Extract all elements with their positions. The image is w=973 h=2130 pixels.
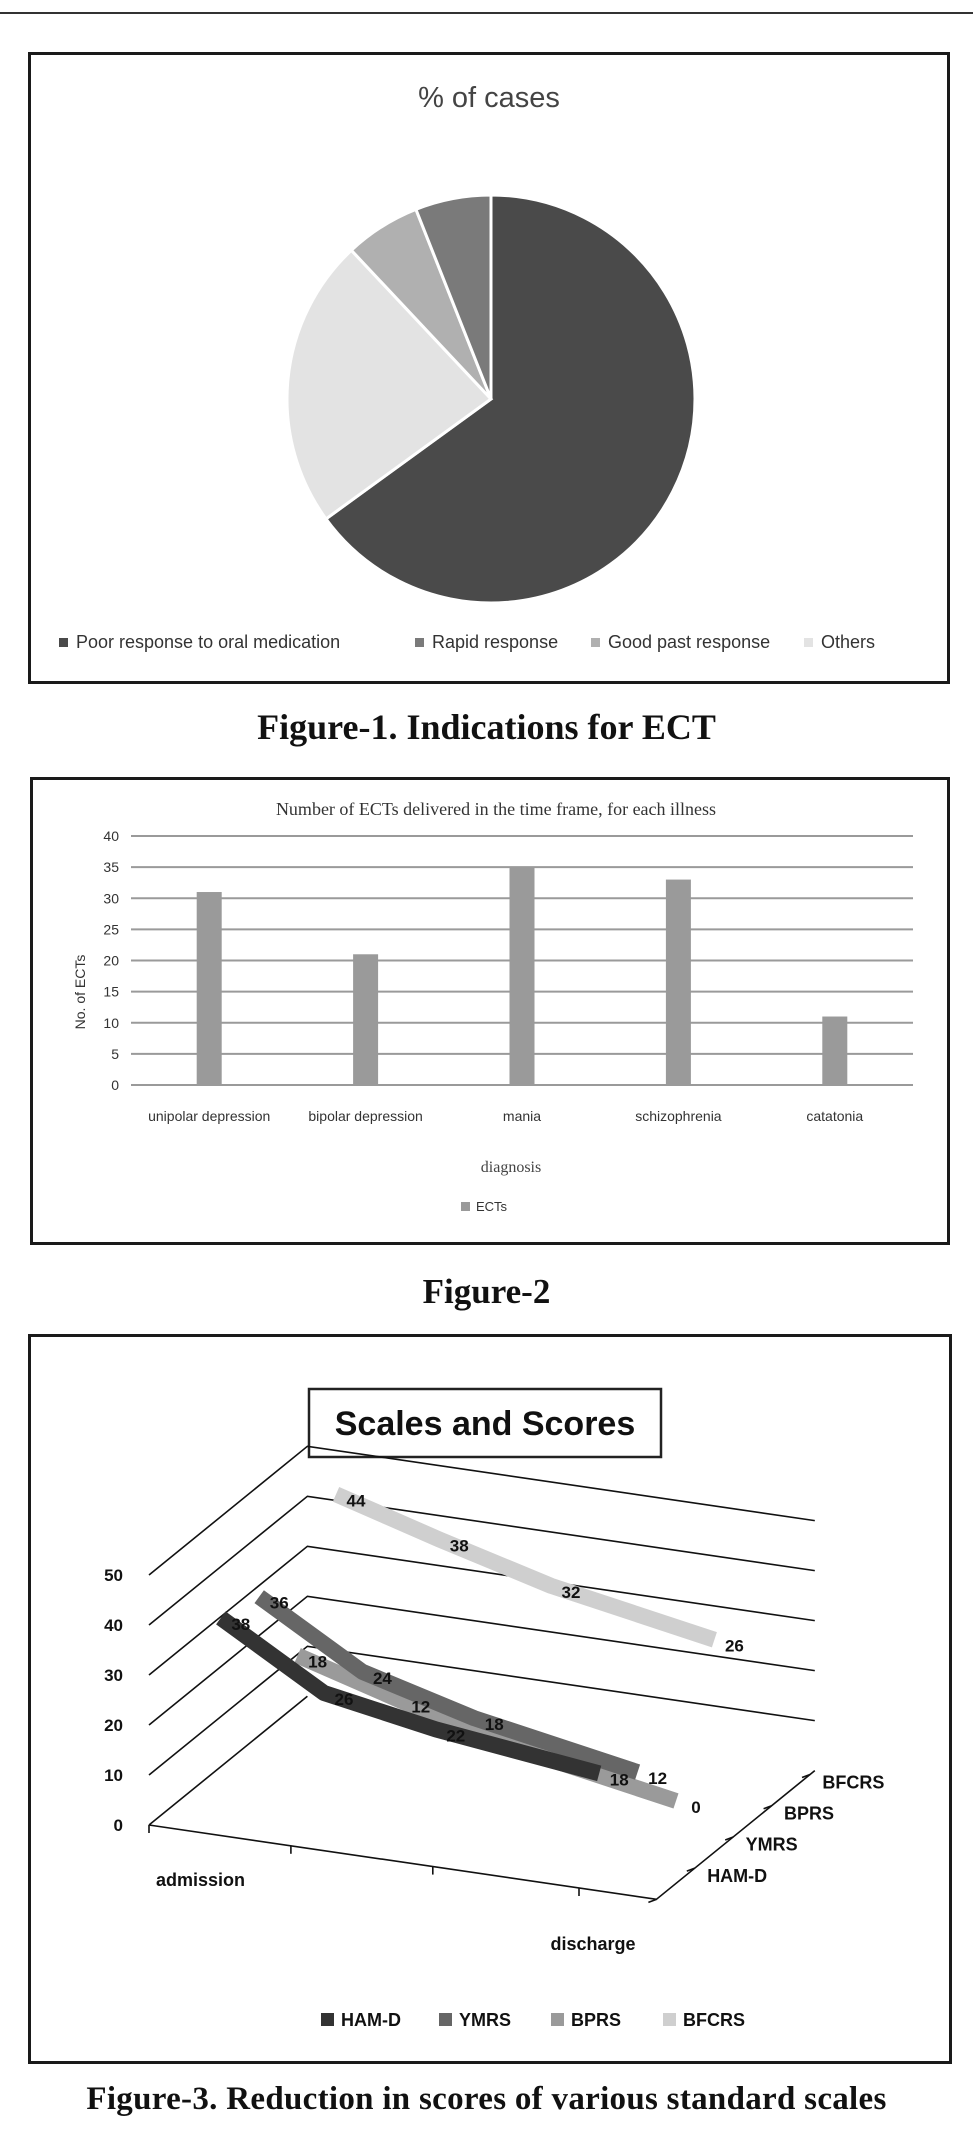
l3d-depth-label: BPRS [784, 1803, 835, 1824]
l3d-data-label: 22 [446, 1726, 466, 1746]
l3d-depth-label: HAM-D [707, 1865, 768, 1886]
l3d-ytick-label: 50 [104, 1566, 123, 1585]
line-chart-title: Scales and Scores [334, 1405, 636, 1443]
pie-legend-swatch [804, 638, 813, 647]
bar-ylabel: No. of ECTs [72, 954, 88, 1030]
bar-xlabel: diagnosis [480, 1159, 542, 1176]
top-rule [0, 12, 973, 14]
bar [822, 1017, 847, 1085]
l3d-legend-label: YMRS [459, 2010, 512, 2030]
bar-ytick-label: 10 [103, 1014, 119, 1031]
l3d-data-label: 0 [691, 1797, 701, 1817]
bar-xtick-label: schizophrenia [635, 1108, 722, 1124]
pie-title: % of cases [418, 82, 560, 114]
bar-ytick-label: 15 [103, 983, 119, 1000]
l3d-ytick-label: 40 [104, 1616, 123, 1635]
l3d-xcat-label: admission [155, 1870, 246, 1891]
l3d-data-label: 32 [561, 1582, 581, 1602]
pie-legend-swatch [59, 638, 68, 647]
bar-ytick-label: 0 [111, 1077, 119, 1093]
figure-1-caption: Figure-1. Indications for ECT [257, 707, 716, 747]
l3d-data-label: 38 [231, 1614, 251, 1634]
pie-legend-label: Rapid response [432, 632, 559, 652]
l3d-xcat-label: discharge [550, 1934, 636, 1954]
pie-legend-swatch [591, 638, 600, 647]
bar-ytick-label: 30 [103, 890, 119, 907]
l3d-legend-label: BPRS [571, 2010, 622, 2030]
bar [197, 892, 222, 1085]
bar-xtick-label: catatonia [806, 1108, 864, 1124]
figure-3-caption: Figure-3. Reduction in scores of various standard scales [86, 2081, 887, 2117]
l3d-ytick-label: 20 [104, 1716, 123, 1735]
bar-ytick-label: 40 [103, 828, 119, 844]
l3d-data-label: 44 [346, 1491, 366, 1511]
pie-legend-swatch [415, 638, 424, 647]
pie-legend-label: Others [821, 632, 876, 652]
bar-xtick-label: mania [502, 1108, 542, 1124]
l3d-data-label: 36 [269, 1593, 289, 1613]
l3d-legend-label: HAM-D [341, 2010, 401, 2030]
l3d-depth-label: YMRS [745, 1834, 798, 1855]
l3d-depth-label: BFCRS [822, 1772, 885, 1793]
l3d-legend-label: BFCRS [683, 2010, 745, 2030]
l3d-data-label: 18 [609, 1770, 629, 1790]
l3d-data-label: 12 [648, 1769, 668, 1789]
l3d-data-label: 18 [484, 1715, 504, 1735]
bar-chart-title: Number of ECTs delivered in the time frame, for each illness [275, 799, 717, 819]
l3d-legend-swatch [551, 2013, 564, 2026]
bar-ytick-label: 5 [111, 1045, 119, 1062]
bar-xtick-label: unipolar depression [148, 1108, 271, 1124]
figure-3-panel [28, 1334, 952, 2064]
l3d-legend-swatch [663, 2013, 676, 2026]
figure-2-caption: Figure-2 [422, 1272, 551, 1311]
l3d-floor-edge [149, 1696, 307, 1825]
bar-ytick-label: 20 [103, 952, 119, 969]
pie-chart [31, 55, 947, 681]
l3d-ytick-label: 10 [104, 1766, 123, 1785]
l3d-data-label: 24 [372, 1668, 392, 1688]
bar-ytick-label: 35 [103, 859, 119, 876]
l3d-ztick [648, 1899, 656, 1902]
bar-legend-swatch [461, 1202, 470, 1211]
bar-ytick-label: 25 [103, 921, 119, 938]
bar [353, 954, 378, 1085]
bar-legend-label: ECTs [476, 1199, 508, 1214]
pie-legend-label: Poor response to oral medication [76, 632, 341, 652]
l3d-series-line [336, 1494, 714, 1639]
bar [510, 867, 535, 1085]
bar [666, 880, 691, 1085]
bar-chart [33, 780, 947, 1242]
figure-1-panel [28, 52, 950, 684]
l3d-data-label: 18 [308, 1652, 328, 1672]
pie-legend-label: Good past response [608, 632, 771, 652]
l3d-gridline [149, 1646, 815, 1775]
l3d-data-label: 38 [449, 1536, 469, 1556]
figure-2-panel [30, 777, 950, 1245]
line-chart-3d [31, 1337, 949, 2061]
l3d-legend-swatch [321, 2013, 334, 2026]
l3d-ytick-label: 0 [113, 1816, 123, 1835]
l3d-data-label: 26 [334, 1690, 354, 1710]
l3d-data-label: 26 [724, 1636, 744, 1656]
l3d-data-label: 12 [411, 1697, 431, 1717]
bar-xtick-label: bipolar depression [308, 1108, 423, 1124]
l3d-legend-swatch [439, 2013, 452, 2026]
l3d-ytick-label: 30 [104, 1666, 123, 1685]
